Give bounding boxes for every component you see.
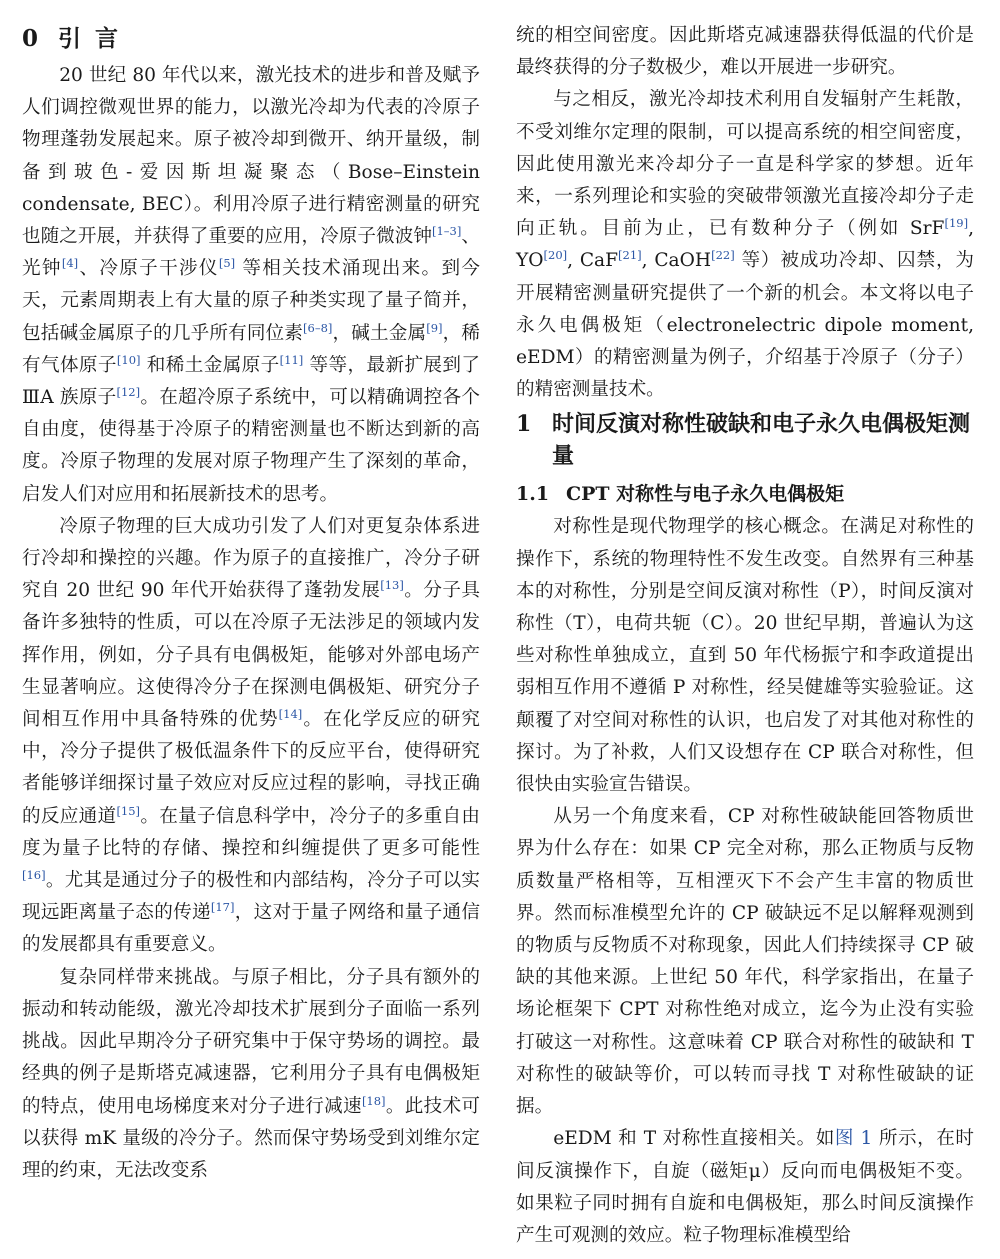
paragraph: 与之相反，激光冷却技术利用自发辐射产生耗散，不受刘维尔定理的限制，可以提高系统的相空间密度，因此使用激光来冷却分子一直是科学家的梦想。近年来，一系列理论和实验的突破带领激光直接冷却分子走向正轨。目前为止，已有数种分子（例如 SrF[19], YO[20], CaF[21], CaOH[22] 等）被成功冷却、囚禁，为开展精密测量研究提供了一个新的机会。本文将以电子永久电偶极矩（electronelectric dipole moment, eEDM）的精密测量为例子，介绍基于冷原子（分子）的精密测量技术。 — [516, 89, 974, 401]
section-1-title: 时间反演对称性破缺和电子永久电偶极矩测量 — [552, 411, 971, 470]
citation-ref[interactable]: [4] — [61, 256, 79, 271]
left-column — [22, 20, 480, 1187]
citation-ref[interactable]: [13] — [380, 578, 404, 593]
paragraph: 对称性是现代物理学的核心概念。在满足对称性的操作下，系统的物理特性不发生改变。自然界有三种基本的对称性，分别是空间反演对称性（P），时间反演对称性（T），电荷共轭（C）。20 世纪早期，普遍认为这些对称性单独成立，直到 50 年代杨振宁和李政道提出弱相互作用不遵循 P 对称性，经吴健雄等实验验证。这颠覆了对空间对称性的认识，也启发了对其他对称性的探讨。为了补救，人们又设想存在 CP 联合对称性，但很快由实验宣告错误。 — [516, 516, 974, 796]
subsection-heading — [516, 478, 974, 510]
section-heading — [22, 20, 480, 58]
right-bottom-paragraphs — [516, 511, 974, 1252]
citation-ref[interactable]: [15] — [116, 803, 141, 818]
paragraph: 冷原子物理的巨大成功引发了人们对更复杂体系进行冷却和操控的兴趣。作为原子的直接推广，冷分子研究自 20 世纪 90 年代开始获得了蓬勃发展[13]。分子具备许多独特的性质，可以在冷原子无法涉足的领域内发挥作用，例如，分子具有电偶极矩，能够对外部电场产生显著响应。这使得冷分子在探测电偶极矩、研究分子间相互作用中具备特殊的优势[14]。在化学反应的研究中，冷分子提供了极低温条件下的反应平台，使得研究者能够详细探讨量子效应对反应过程的影响，寻找正确的反应通道[15]。在量子信息科学中，冷分子的多重自由度为量子比特的存储、操控和纠缠提供了更多可能性[16]。尤其是通过分子的极性和内部结构，冷分子可以实现远距离量子态的传递[17]，这对于量子网络和量子通信的发展都具有重要意义。 — [22, 515, 480, 956]
citation-ref[interactable]: [6–8] — [303, 320, 333, 335]
citation-ref[interactable]: [22] — [711, 248, 735, 263]
citation-ref[interactable]: [11] — [279, 352, 304, 367]
right-top-paragraphs — [516, 20, 974, 406]
paragraph: 复杂同样带来挑战。与原子相比，分子具有额外的振动和转动能级，激光冷却技术扩展到分子面临一系列挑战。因此早期冷分子研究集中于保守势场的调控。最经典的例子是斯塔克减速器，它利用分子具有电偶极矩的特点，使用电场梯度来对分子进行减速[18]。此技术可以获得 mK 量级的冷分子。然而保守势场受到刘维尔定理的约束，无法改变系 — [22, 966, 480, 1181]
citation-ref[interactable]: [5] — [218, 256, 236, 271]
citation-ref[interactable]: [20] — [543, 248, 568, 263]
citation-ref[interactable]: [10] — [116, 352, 141, 367]
paragraph: 20 世纪 80 年代以来，激光技术的进步和普及赋予人们调控微观世界的能力，以激光冷却为代表的冷原子物理蓬勃发展起来。原子被冷却到微开、纳开量级，制备到玻色-爱因斯坦凝聚态（Bose–Einstein condensate, BEC）。利用冷原子进行精密测量的研究也随之开展，并获得了重要的应用，冷原子微波钟[1–3]、光钟[4]、冷原子干涉仪[5] 等相关技术涌现出来。到今天，元素周期表上有大量的原子种类实现了量子简并，包括碱金属原子的几乎所有同位素[6–8]，碱土金属[9]，稀有气体原子[10] 和稀土金属原子[11] 等等，最新扩展到了ⅢA 族原子[12]。在超冷原子系统中，可以精确调控各个自由度，使得基于冷原子的精密测量也不断达到新的高度。冷原子物理的发展对原子物理产生了深刻的革命，启发人们对应用和拓展新技术的思考。 — [22, 65, 480, 505]
section-title: 引言 — [58, 25, 132, 52]
section-heading-1 — [516, 408, 974, 472]
citation-ref[interactable]: [12] — [116, 384, 141, 399]
citation-ref[interactable]: [14] — [278, 706, 303, 721]
citation-ref[interactable]: [16] — [22, 867, 46, 882]
citation-ref[interactable]: [1–3] — [431, 223, 462, 238]
citation-ref[interactable]: [21] — [618, 248, 642, 263]
paragraph: 统的相空间密度。因此斯塔克减速器获得低温的代价是最终获得的分子数极少，难以开展进一步研究。 — [516, 25, 974, 79]
figure-link[interactable]: 图 1 — [834, 1128, 873, 1150]
right-column — [516, 20, 974, 1252]
subsection-title: CPT 对称性与电子永久电偶极矩 — [566, 483, 845, 506]
citation-ref[interactable]: [17] — [210, 900, 235, 915]
citation-ref[interactable]: [9] — [426, 320, 443, 335]
citation-ref[interactable]: [18] — [361, 1093, 386, 1108]
paragraph: eEDM 和 T 对称性直接相关。如图 1 所示，在时间反演操作下，自旋（磁矩μ）反向而电偶极矩不变。如果粒子同时拥有自旋和电偶极矩，那么时间反演操作产生可观测的效应。粒子物理标准模型给 — [516, 1128, 974, 1246]
section-1-number: 1 — [516, 411, 532, 438]
left-paragraphs — [22, 60, 480, 1187]
paragraph: 从另一个角度来看，CP 对称性破缺能回答物质世界为什么存在：如果 CP 完全对称，那么正物质与反物质数量严格相等，互相湮灭下不会产生丰富的物质世界。然而标准模型允许的 CP 破缺远不足以解释观测到的物质与反物质不对称现象，因此人们持续探寻 CP 破缺的其他来源。上世纪 50 年代，科学家指出，在量子场论框架下 CPT 对称性绝对成立，迄今为止没有实验打破这一对称性。这意味着 CP 联合对称性的破缺和 T 对称性的破缺等价，可以转而寻找 T 对称性破缺的证据。 — [516, 806, 974, 1118]
section-number: 0 — [22, 25, 39, 52]
citation-ref[interactable]: [19] — [944, 216, 969, 231]
subsection-number: 1.1 — [516, 483, 550, 506]
